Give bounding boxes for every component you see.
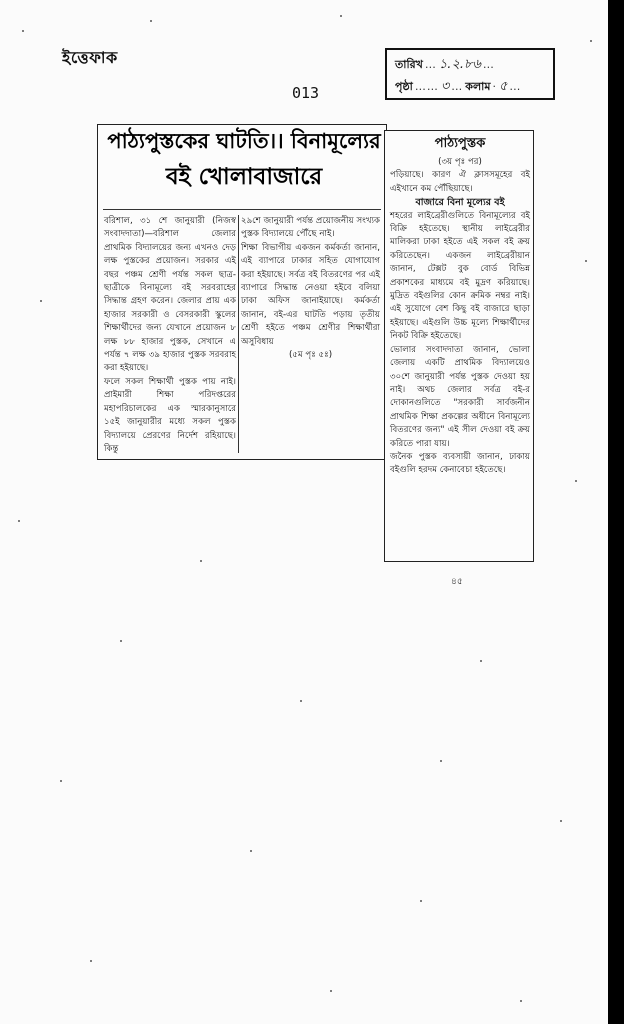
continuation-paragraph-3: ভোলার সংবাদদাতা জানান, ভোলা জেলায় একটি প্রাথমিক বিদ্যালয়েও ৩০শে জানুয়ারী পর্যন্ত পুস্তক দেওয়া হয় নাই। অথচ জেলার সর্বত্র বই-র দোকানগুলিতে "সরকারী সার্বজনীন প্রাথমিক শিক্ষা প্রকল্পের অধীনে বিনামূল্যে বিতরণের জন্য" এই সীল দেওয়া বই ক্রয় করিতে পারা যায়। xyxy=(390,344,530,449)
headline-line-1: পাঠ্যপুস্তকের ঘাটতি।। বিনামূল্যের xyxy=(107,129,381,153)
stamp-column-value: ৫ xyxy=(498,79,508,94)
stamp-date-value: ১.২.৮৬ xyxy=(438,57,481,72)
stamp-page-value: ৩ xyxy=(440,79,450,94)
scan-edge xyxy=(608,0,624,1024)
article-column-1 xyxy=(104,215,236,456)
stamp-page-label: পৃষ্ঠা xyxy=(395,80,413,93)
stamp-page-row: পৃষ্ঠা …… ৩ … কলাম · ৫ … xyxy=(395,76,545,98)
continued-note: (৫ম পৃঃ ৫ঃ) xyxy=(288,350,333,361)
article-column-2 xyxy=(241,215,380,362)
stamp-date-label: তারিখ xyxy=(395,58,423,71)
continuation-paragraph-2: শহরের লাইব্রেরীগুলিতে বিনামূল্যের বই বিক্রি হইতেছে। স্থানীয় লাইব্রেরীর মালিকরা ঢাকা হইতে এই সকল বই ক্রয় করিতেছেন। একজন লাইব্রেরীয়ান জানান, টেক্সট বুক বোর্ড বিভিন্ন প্রকাশকের মাধ্যমে বই মুদ্রণ করিয়াছে। মুদ্রিত বইগুলির কোন ক্রমিক নম্বর নাই। এই সুযোগে বেশ কিছু বই বাজারে ছাড়া হইয়াছে। এইগুলি উচ্চ মূল্যে শিক্ষার্থীদের নিকট বিক্রি হইতেছে। xyxy=(390,210,530,342)
continuation-paragraph-4: জনৈক পুস্তক ব্যবসায়ী জানান, ঢাকায় বইগুলি হরদম কেনাবেচা হইতেছে। xyxy=(390,451,530,476)
column2-paragraph-1: ২৯শে জানুয়ারী পর্যন্ত প্রয়োজনীয় সংখ্যক পুস্তক বিদ্যালয়ে পৌঁছে নাই। xyxy=(241,216,380,240)
stamp-date-row: তারিখ … ১.২.৮৬ … xyxy=(395,54,545,76)
margin-mark: ৪৫ xyxy=(451,577,463,587)
column-divider xyxy=(238,215,239,453)
continuation-paragraph-1: পড়িয়াছে। কারণ ঐ ক্লাসসমূহের বই এইখানে কম পৌঁছিয়াছে। xyxy=(390,170,530,194)
accession-number: 013 xyxy=(292,84,320,102)
continuation-heading: পাঠ্যপুস্তক xyxy=(434,136,486,151)
column2-paragraph-2: শিক্ষা বিভাগীয় একজন কর্মকর্তা জানান, এই ব্যাপারে ঢাকার সহিত যোগাযোগ করা হইয়াছে। সর্বত্র বই বিতরণের পর এই ব্যাপারে সিদ্ধান্ত নেওয়া হইবে বলিয়া ঢাকা অফিস জানাইয়াছে। কর্মকর্তা জানান, বই-এর ঘাটতি পড়ায় তৃতীয় শ্রেণী হইতে পঞ্চম শ্রেণীর শিক্ষার্থীরা অসুবিধায় xyxy=(241,242,380,347)
newspaper-name: ইত্তেফাক xyxy=(62,48,118,67)
stamp-column-label: কলাম xyxy=(465,80,491,93)
continuation-column xyxy=(390,156,530,478)
date-page-stamp xyxy=(385,48,555,100)
article-headline xyxy=(103,126,385,194)
column1-paragraph-1: বরিশাল, ৩১ শে জানুয়ারী (নিজস্ব সংবাদদাতা)—বরিশাল জেলার প্রাথমিক বিদ্যালয়ের জন্য এখনও দেড় লক্ষ পুস্তকের প্রয়োজন। সরকার এই বছর পঞ্চম শ্রেণী পর্যন্ত সকল ছাত্র-ছাত্রীকে বিনামূল্যে বই সরবরাহের সিদ্ধান্ত গ্রহণ করেন। জেলার প্রায় এক হাজার সরকারী ও বেসরকারী স্কুলের শিক্ষার্থীদের জন্য যেখানে প্রয়োজন ৮ লক্ষ ৮৮ হাজার পুস্তক, সেখানে এ পর্যন্ত ৭ লক্ষ ৩৯ হাজার পুস্তক সরবরাহ করা হইয়াছে। xyxy=(104,216,236,374)
continuation-subheading: বাজারে বিনা মূল্যের বই xyxy=(415,197,505,209)
headline-divider xyxy=(103,209,381,210)
continued-from-note: (৩য় পৃঃ পর) xyxy=(438,157,482,167)
headline-line-2: বই খোলাবাজারে xyxy=(165,164,323,190)
column1-paragraph-2: ফলে সকল শিক্ষার্থী পুস্তক পায় নাই। প্রাইমারী শিক্ষা পরিদপ্তরের মহাপরিচালকের এক স্মারকানুসারে ১৫ই জানুয়ারীর মধ্যে সকল পুস্তক বিদ্যালয়ে প্রেরণের নির্দেশ রহিয়াছে। কিন্তু xyxy=(104,376,236,454)
